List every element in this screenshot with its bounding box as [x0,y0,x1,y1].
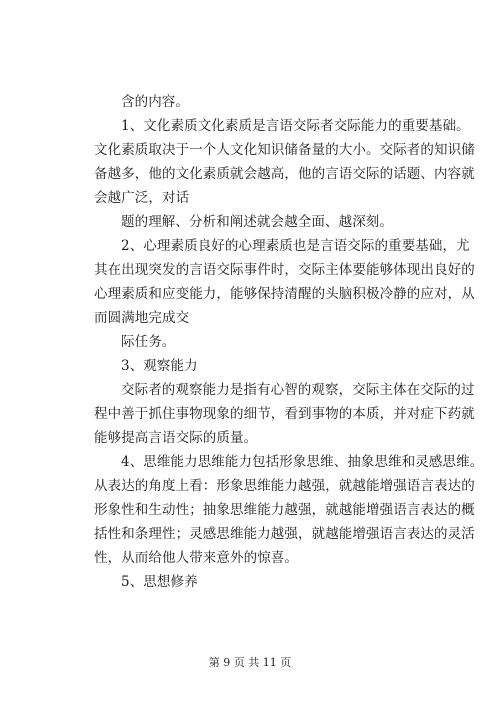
text-line: 性，从而给他人带来意外的惊喜。 [94,550,298,566]
text-line: 2、心理素质良好的心理素质也是言语交际的重要基础，尤 [121,238,470,254]
text-line: 从表达的角度上看：形象思维能力越强，就越能增强语言表达的 [94,478,475,494]
text-line: 交际者的观察能力是指有心智的观察，交际主体在交际的过 [121,382,475,398]
page-footer: 第 9 页 共 11 页 [208,656,292,669]
text-line: 4、思维能力思维能力包括形象思维、抽象思维和灵感思维。 [121,454,484,470]
text-line: 备越多，他的文化素质就会越高，他的言语交际的话题、内容就 [94,166,475,182]
text-line: 3、观察能力 [121,358,198,374]
text-line: 题的理解、分析和阐述就会越全面、越深刻。 [121,214,393,230]
text-line: 其在出现突发的言语交际事件时，交际主体要能够体现出良好的 [94,262,475,278]
text-line: 形象性和生动性；抽象思维能力越强，就越能增强语言表达的概 [94,502,475,518]
text-line: 心理素质和应变能力，能够保持清醒的头脑积极冷静的应对，从 [94,286,475,302]
document-body [94,90,484,594]
text-line: 程中善于抓住事物现象的细节，看到事物的本质，并对症下药就 [94,406,475,422]
text-line: 际任务。 [121,334,176,350]
text-line: 而圆满地完成交 [94,310,190,326]
text-line: 能够提高言语交际的质量。 [94,430,258,446]
text-line: 会越广泛，对话 [94,190,190,206]
text-line: 文化素质取决于一个人文化知识储备量的大小。交际者的知识储 [94,142,475,158]
text-line: 含的内容。 [121,94,189,110]
text-line: 1、文化素质文化素质是言语交际者交际能力的重要基础。 [121,118,470,134]
text-line: 括性和条理性；灵感思维能力越强，就越能增强语言表达的灵活 [94,526,475,542]
text-line: 5、思想修养 [121,574,198,590]
